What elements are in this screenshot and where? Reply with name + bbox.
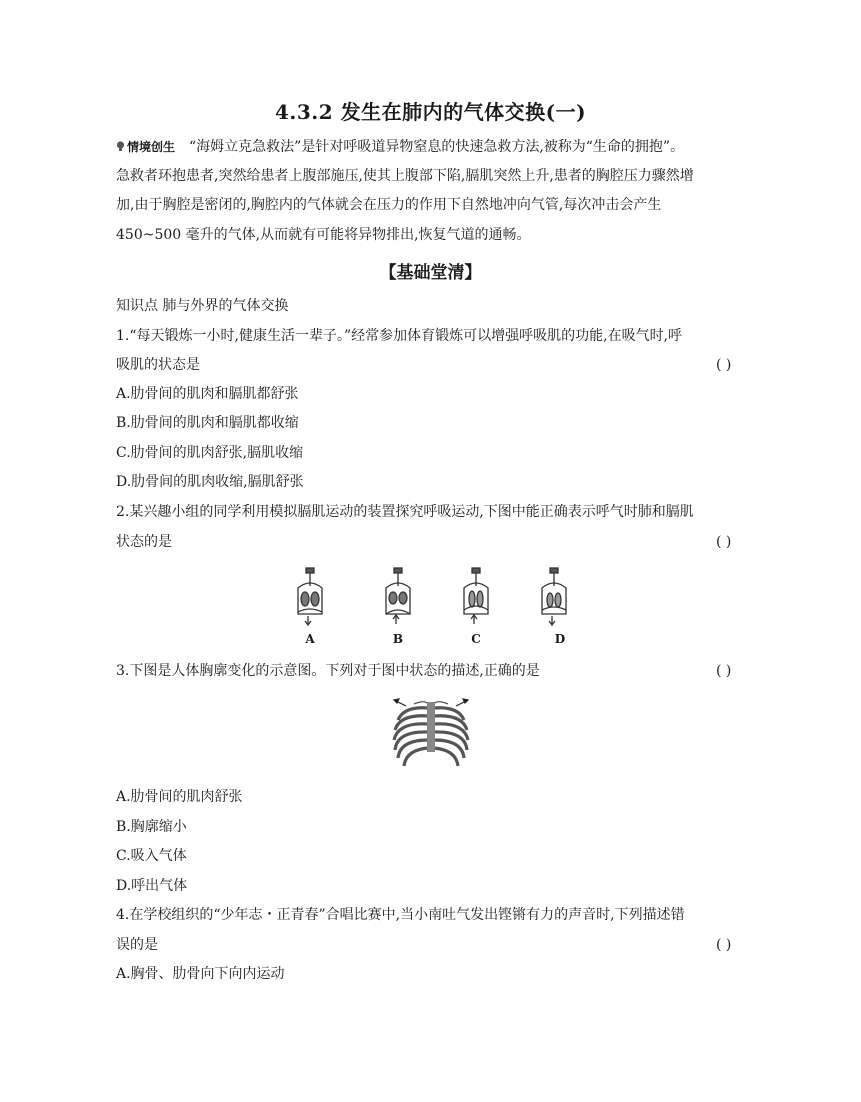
q1-option-d: D.肋骨间的肌肉收缩,膈肌舒张: [116, 474, 304, 490]
bell-jar-model-d: [542, 568, 566, 625]
figure-label-c: C: [471, 632, 481, 646]
q1-option-c: C.肋骨间的肌肉舒张,膈肌收缩: [116, 445, 304, 461]
intro-line-1: 情境创生 “海姆立克急救法”是针对呼吸道异物窒息的快速急救方法,被称为“生命的拥抱”。: [116, 137, 684, 157]
q3-answer-blank[interactable]: ( ): [716, 663, 732, 679]
figure-label-d: D: [554, 632, 566, 646]
bell-jar-model-c: [464, 568, 488, 624]
q2-stem-line-2: 状态的是: [116, 534, 172, 550]
q1-answer-blank[interactable]: ( ): [716, 357, 732, 373]
intro-line-4: 450~500 毫升的气体,从而就有可能将异物排出,恢复气道的通畅。: [116, 227, 531, 243]
q3-stem: 3.下图是人体胸廓变化的示意图。下列对于图中状态的描述,正确的是: [116, 663, 540, 679]
q4-stem-line-2: 误的是: [116, 937, 158, 953]
figure-label-a: A: [305, 632, 315, 646]
scenario-badge: 情境创生: [116, 140, 175, 154]
bell-jar-model-a: [298, 568, 322, 625]
q3-option-b: B.胸廓缩小: [116, 819, 187, 835]
q4-option-a: A.胸骨、肋骨向下向内运动: [116, 966, 285, 982]
intro-line-3: 加,由于胸腔是密闭的,胸腔内的气体就会在压力的作用下自然地冲向气管,每次冲击会产生: [116, 197, 662, 213]
figure-label-b: B: [392, 632, 404, 646]
q2-answer-blank[interactable]: ( ): [716, 534, 732, 550]
q4-stem-line-1: 4.在学校组织的“少年志・正青春”合唱比赛中,当小南吐气发出铿锵有力的声音时,下列描述错: [116, 907, 685, 923]
q2-stem-line-1: 2.某兴趣小组的同学利用模拟膈肌运动的装置探究呼吸运动,下图中能正确表示呼气时肺和膈肌: [116, 504, 694, 520]
knowledge-point: 知识点 肺与外界的气体交换: [116, 298, 289, 314]
q1-stem-line-2: 吸肌的状态是: [116, 357, 200, 373]
lightbulb-icon: [116, 141, 125, 152]
q4-answer-blank[interactable]: ( ): [716, 937, 732, 953]
intro-line-2: 急救者环抱患者,突然给患者上腹部施压,使其上腹部下陷,膈肌突然上升,患者的胸腔压力骤然增: [116, 168, 694, 184]
section-title: 【基础堂清】: [379, 263, 482, 283]
q3-option-a: A.肋骨间的肌肉舒张: [116, 789, 243, 805]
bell-jar-model-b: [386, 568, 410, 624]
page-title: 4.3.2 发生在肺内的气体交换(一): [274, 100, 587, 124]
q1-option-a: A.肋骨间的肌肉和膈肌都舒张: [116, 386, 299, 402]
rib-cage-figure: [384, 694, 478, 776]
q1-stem-line-1: 1.“每天锻炼一小时,健康生活一辈子。”经常参加体育锻炼可以增强呼吸肌的功能,在吸气时,呼: [116, 328, 683, 344]
q3-option-c: C.吸入气体: [116, 848, 187, 864]
q3-option-d: D.呼出气体: [116, 878, 188, 894]
bell-jar-models-figure: [288, 566, 578, 634]
q1-option-b: B.肋骨间的肌肉和膈肌都收缩: [116, 415, 299, 431]
